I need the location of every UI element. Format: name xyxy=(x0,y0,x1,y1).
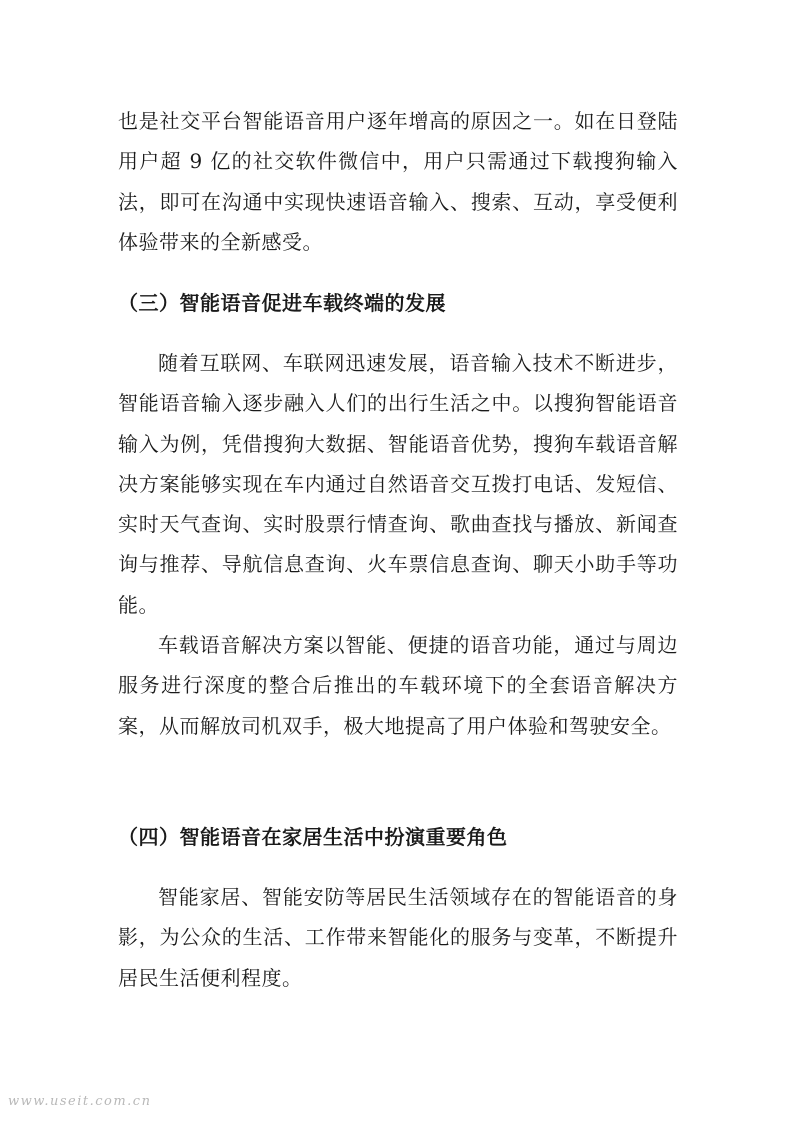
heading-block-4 xyxy=(118,817,678,857)
paragraph-block-4 xyxy=(118,877,678,998)
paragraph-vehicle-voice: 随着互联网、车联网迅速发展，语音输入技术不断进步，智能语音输入逐步融入人们的出行生活之中。以搜狗智能语音输入为例，凭借搜狗大数据、智能语音优势，搜狗车载语音解决方案能够实现在车内通过自然语音交互拨打电话、发短信、实时天气查询、实时股票行情查询、歌曲查找与播放、新闻查询与推荐、导航信息查询、火车票信息查询、聊天小助手等功能。 xyxy=(118,351,678,617)
paragraph-smart-home: 智能家居、智能安防等居民生活领域存在的智能语音的身影，为公众的生活、工作带来智能化的服务与变革，不断提升居民生活便利程度。 xyxy=(118,885,678,990)
paragraph-block-2 xyxy=(118,343,678,746)
heading-block-3 xyxy=(118,283,678,323)
paragraph-block-1 xyxy=(118,101,678,262)
section-heading-3: （三）智能语音促进车载终端的发展 xyxy=(118,291,446,315)
section-heading-4: （四）智能语音在家居生活中扮演重要角色 xyxy=(118,825,508,849)
paragraph-vehicle-solution: 车载语音解决方案以智能、便捷的语音功能，通过与周边服务进行深度的整合后推出的车载环境下的全套语音解决方案，从而解放司机双手，极大地提高了用户体验和驾驶安全。 xyxy=(118,633,678,738)
watermark: www.useit.com.cn xyxy=(8,1094,152,1109)
paragraph-social-platform: 也是社交平台智能语音用户逐年增高的原因之一。如在日登陆用户超 9 亿的社交软件微信中，用户只需通过下载搜狗输入法，即可在沟通中实现快速语音输入、搜索、互动，享受便利体验带来的全新感受。 xyxy=(118,109,678,254)
